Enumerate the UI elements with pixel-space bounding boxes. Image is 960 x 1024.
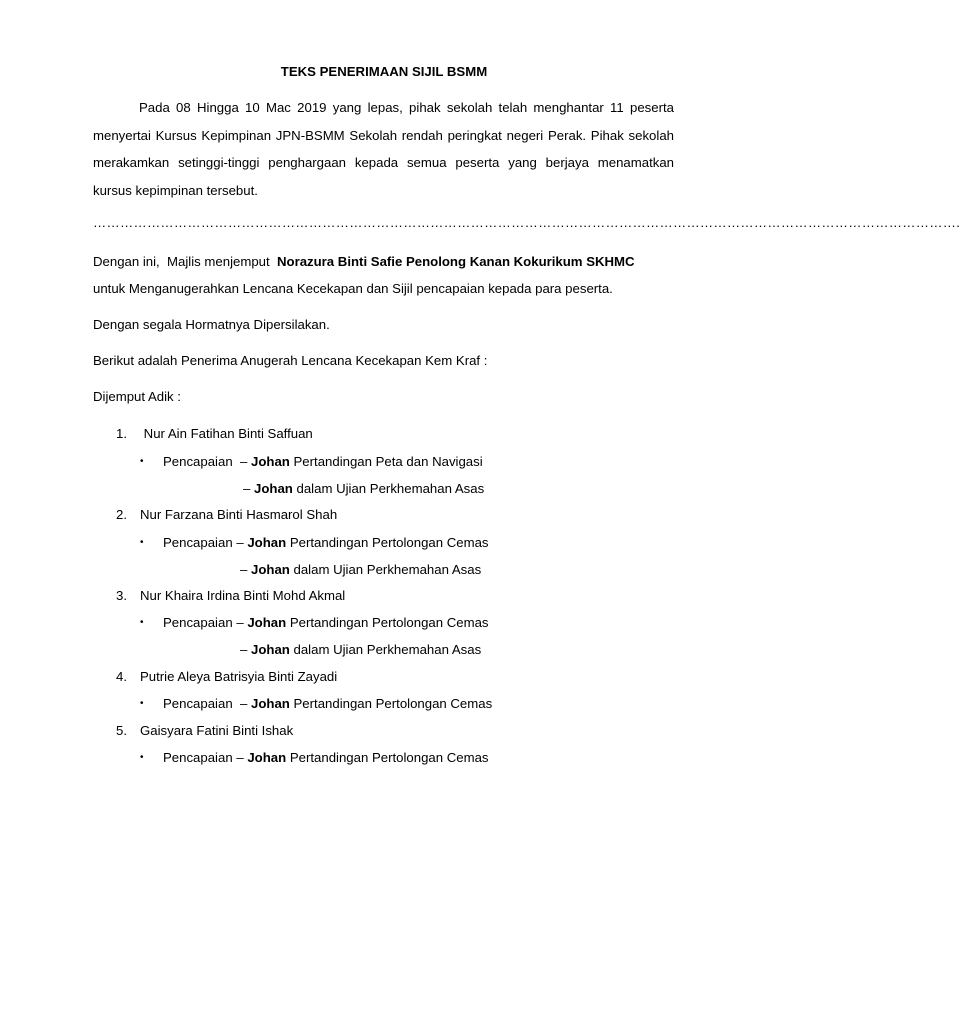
bullet-icon: •	[140, 617, 144, 628]
achievement-award: Johan	[247, 615, 287, 630]
invited-heading: Dijemput Adik :	[93, 389, 181, 404]
recipient-number: 5.	[116, 723, 127, 738]
invite-line-2: untuk Menganugerahkan Lencana Kecekapan dan Sijil pencapaian kepada para peserta.	[93, 281, 613, 296]
bullet-icon: •	[140, 537, 144, 548]
achievement-line	[163, 454, 483, 469]
achievement-line	[163, 750, 489, 765]
achievement-line	[163, 696, 492, 711]
recipient-number: 2.	[116, 507, 127, 522]
achievement-label: Pencapaian –	[163, 696, 251, 711]
bullet-icon: •	[140, 752, 144, 763]
achievement-line	[163, 535, 489, 550]
achievement-event: dalam Ujian Perkhemahan Asas	[292, 481, 485, 496]
achievement-continuation	[240, 642, 481, 657]
bullet-icon: •	[140, 698, 144, 709]
dash: –	[243, 481, 254, 496]
recipient-name: Nur Khaira Irdina Binti Mohd Akmal	[140, 588, 346, 603]
achievement-continuation	[240, 562, 481, 577]
document-title: TEKS PENERIMAAN SIJIL BSMM	[280, 64, 488, 79]
invite-line-1	[93, 254, 635, 269]
achievement-award: Johan	[251, 696, 290, 711]
intro-paragraph: Pada 08 Hingga 10 Mac 2019 yang lepas, pihak sekolah telah menghantar 11 peserta menyertai Kursus Kepimpinan JPN-BSMM Sekolah rendah peringkat negeri Perak. Pihak sekolah merakamkan setinggi-tinggi penghargaan kepada semua peserta yang berjaya menamatkan kursus kepimpinan tersebut.	[93, 100, 674, 198]
achievement-award: Johan	[254, 481, 293, 496]
achievement-event: Pertandingan Pertolongan Cemas	[286, 750, 489, 765]
recipient-number: 1.	[116, 426, 127, 441]
achievement-award: Johan	[247, 535, 287, 550]
dash: –	[240, 562, 251, 577]
achievement-event: Pertandingan Pertolongan Cemas	[286, 535, 489, 550]
achievement-event: dalam Ujian Perkhemahan Asas	[289, 642, 482, 657]
dash: –	[240, 642, 251, 657]
invite-prefix: Dengan ini, Majlis menjemput	[93, 254, 277, 269]
recipient-number: 4.	[116, 669, 127, 684]
recipient-number: 3.	[116, 588, 127, 603]
recipient-name: Gaisyara Fatini Binti Ishak	[140, 723, 294, 738]
recipients-intro: Berikut adalah Penerima Anugerah Lencana Kecekapan Kem Kraf :	[93, 353, 488, 368]
achievement-continuation	[243, 481, 484, 496]
dotted-separator: ………………………………………………………………………………………………………………………………………………………………………….	[93, 215, 960, 230]
achievement-event: Pertandingan Pertolongan Cemas	[286, 615, 489, 630]
recipient-name: Nur Ain Fatihan Binti Saffuan	[140, 426, 313, 441]
recipient-name: Putrie Aleya Batrisyia Binti Zayadi	[140, 669, 338, 684]
achievement-label: Pencapaian –	[163, 750, 248, 765]
invited-person: Norazura Binti Safie Penolong Kanan Kokurikum SKHMC	[276, 254, 635, 269]
achievement-award: Johan	[251, 454, 290, 469]
achievement-event: dalam Ujian Perkhemahan Asas	[289, 562, 482, 577]
achievement-event: Pertandingan Peta dan Navigasi	[289, 454, 483, 469]
bullet-icon: •	[140, 456, 144, 467]
achievement-label: Pencapaian –	[163, 535, 248, 550]
achievement-award: Johan	[251, 642, 290, 657]
achievement-award: Johan	[251, 562, 290, 577]
achievement-label: Pencapaian –	[163, 454, 251, 469]
achievement-award: Johan	[247, 750, 287, 765]
respect-line: Dengan segala Hormatnya Dipersilakan.	[93, 317, 330, 332]
achievement-label: Pencapaian –	[163, 615, 248, 630]
achievement-line	[163, 615, 489, 630]
recipient-name: Nur Farzana Binti Hasmarol Shah	[140, 507, 338, 522]
achievement-event: Pertandingan Pertolongan Cemas	[289, 696, 493, 711]
